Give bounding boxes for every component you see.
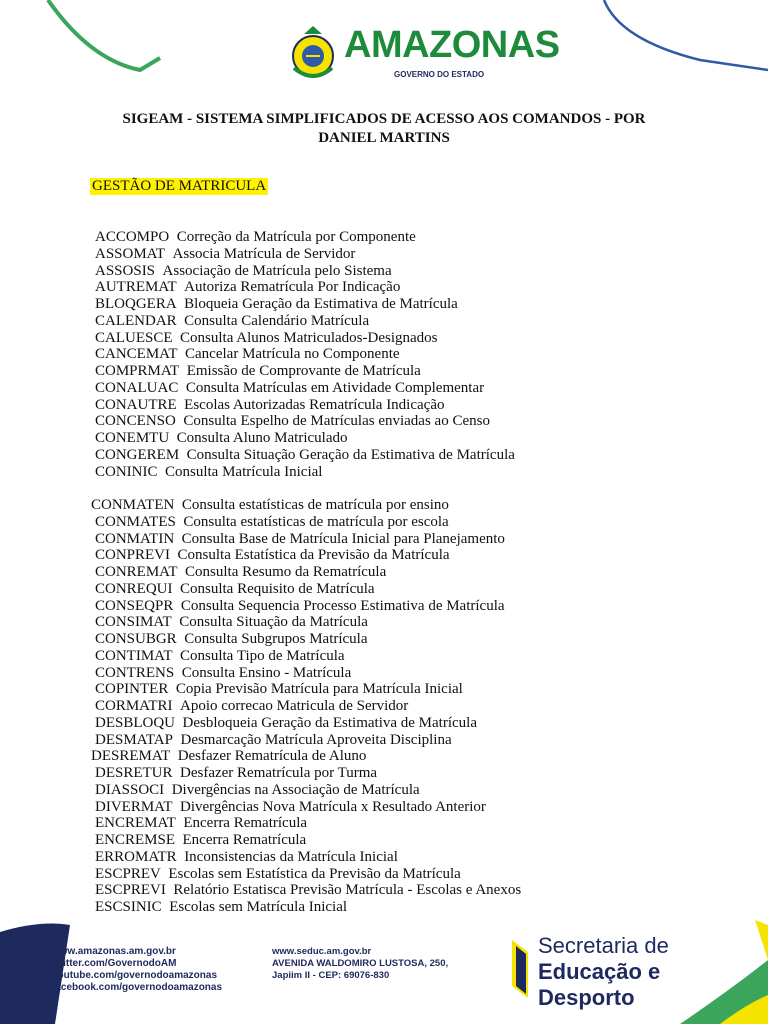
command-description: Inconsistencias da Matrícula Inicial — [176, 848, 398, 865]
command-code: ESCPREVI — [95, 882, 166, 899]
command-description: Consulta Matrícula Inicial — [157, 463, 323, 480]
command-row — [91, 748, 366, 765]
command-row — [95, 397, 444, 414]
command-code: ESCPREV — [95, 865, 161, 882]
command-row — [95, 598, 505, 615]
command-code: COPINTER — [95, 681, 169, 698]
command-description: Relatório Estatisca Previsão Matrícula - Escolas e Anexos — [165, 882, 522, 899]
command-description: Correção da Matrícula por Componente — [169, 229, 416, 245]
command-row — [95, 866, 461, 883]
command-code: CANCEMAT — [95, 346, 178, 363]
command-code: DIASSOCI — [95, 781, 165, 798]
command-row — [95, 229, 416, 246]
command-code: CALUESCE — [95, 329, 173, 346]
footer-link-facebook[interactable]: facebook.com/governodoamazonas — [52, 982, 223, 993]
command-row — [95, 531, 505, 548]
command-row — [95, 430, 348, 447]
command-row — [95, 799, 486, 816]
command-description: Consulta Resumo da Rematrícula — [177, 564, 387, 580]
footer-address-line-1: AVENIDA WALDOMIRO LUSTOSA, 250, — [272, 958, 449, 969]
command-description: Divergências Nova Matrícula x Resultado Anterior — [172, 798, 486, 815]
command-description: Bloqueia Geração da Estimativa de Matrícula — [176, 296, 458, 312]
command-code: CONPREVI — [95, 547, 171, 564]
command-row — [95, 899, 347, 916]
command-code: CONSEQPR — [95, 597, 174, 614]
command-code: CONREQUI — [95, 580, 173, 597]
footer-link-website[interactable]: www.amazonas.am.gov.br — [52, 946, 176, 957]
command-description: Consulta Matrículas em Atividade Complementar — [178, 379, 485, 396]
footer-seduc-link[interactable]: www.seduc.am.gov.br — [272, 946, 372, 957]
command-row — [95, 681, 463, 698]
command-row — [95, 849, 398, 866]
command-description: Consulta Tipo de Matrícula — [172, 647, 345, 664]
command-row — [95, 413, 490, 430]
command-description: Consulta Alunos Matriculados-Designados — [172, 329, 438, 346]
secretaria-mark-icon — [508, 938, 536, 1008]
command-row — [95, 514, 449, 531]
command-code: ESCSINIC — [95, 899, 162, 915]
command-description: Desmarcação Matrícula Aproveita Disciplina — [172, 731, 452, 748]
logo-subtitle: GOVERNO DO ESTADO — [394, 70, 485, 79]
command-row — [95, 715, 477, 732]
command-description: Copia Previsão Matrícula para Matrícula Inicial — [168, 681, 463, 698]
command-row — [95, 698, 408, 715]
command-row — [95, 279, 400, 296]
command-code: CONTIMAT — [95, 647, 173, 664]
command-row — [95, 782, 420, 799]
command-code: CONALUAC — [95, 379, 179, 396]
command-description: Associa Matrícula de Servidor — [165, 245, 356, 262]
command-description: Consulta Sequencia Processo Estimativa de Matrícula — [173, 597, 505, 614]
amazonas-logo — [286, 24, 560, 84]
command-code: CONMATES — [95, 513, 176, 530]
command-description: Encerra Rematrícula — [175, 815, 308, 832]
command-description: Escolas Autorizadas Rematrícula Indicação — [176, 396, 445, 413]
command-code: DESBLOQU — [95, 714, 176, 731]
command-row — [95, 832, 306, 849]
coat-of-arms-icon — [286, 24, 340, 84]
secretaria-line-3: Desporto — [538, 985, 635, 1010]
command-row — [95, 614, 368, 631]
title-line-1: SIGEAM - SISTEMA SIMPLIFICADOS DE ACESSO AOS COMANDOS - POR — [122, 111, 646, 127]
section-title: GESTÃO DE MATRICULA — [92, 178, 267, 194]
command-code: ERROMATR — [95, 848, 177, 865]
command-code: CONSUBGR — [95, 631, 177, 647]
command-description: Autoriza Rematrícula Por Indicação — [176, 279, 401, 296]
command-row — [95, 564, 386, 581]
command-code: CORMATRI — [95, 698, 173, 714]
command-row — [95, 732, 452, 749]
command-code: CONTRENS — [95, 664, 175, 681]
document-title — [100, 110, 668, 148]
command-description: Divergências na Associação de Matrícula — [164, 781, 420, 798]
title-line-2: DANIEL MARTINS — [318, 130, 450, 146]
command-code: DESRETUR — [95, 765, 173, 781]
command-row — [95, 330, 438, 347]
command-code: CONSIMAT — [95, 614, 172, 631]
command-row — [91, 497, 449, 514]
command-code: CALENDAR — [95, 312, 177, 329]
command-code: BLOQGERA — [95, 296, 177, 312]
command-row — [95, 380, 484, 397]
command-description: Consulta estatísticas de matrícula por ensino — [174, 497, 449, 513]
footer-link-twitter[interactable]: twitter.com/GovernodoAM — [52, 958, 177, 969]
command-row — [95, 815, 307, 832]
command-code: ENCREMSE — [95, 832, 176, 848]
command-description: Consulta Aluno Matriculado — [169, 430, 348, 446]
command-code: ASSOSIS — [95, 262, 156, 279]
command-code: CONINIC — [95, 463, 158, 480]
command-code: CONMATIN — [95, 530, 175, 547]
command-row — [95, 263, 392, 280]
command-description: Cancelar Matrícula no Componente — [177, 346, 400, 363]
command-row — [95, 447, 515, 464]
command-row — [95, 581, 375, 598]
command-code: CONMATEN — [91, 497, 175, 513]
command-code: ACCOMPO — [95, 229, 170, 245]
command-description: Encerra Rematrícula — [175, 832, 307, 848]
command-description: Consulta Estatística da Previsão da Matrícula — [170, 547, 450, 564]
command-code: CONREMAT — [95, 564, 178, 580]
command-description: Consulta Situação da Matrícula — [171, 614, 368, 631]
command-description: Consulta Ensino - Matrícula — [174, 664, 352, 681]
command-row — [95, 246, 355, 263]
command-row — [95, 631, 368, 648]
command-code: COMPRMAT — [95, 363, 180, 379]
command-row — [95, 346, 400, 363]
command-code: CONCENSO — [95, 413, 176, 430]
command-row — [95, 464, 322, 481]
command-description: Consulta Subgrupos Matrícula — [176, 631, 368, 647]
command-description: Consulta Espelho de Matrículas enviadas ao Censo — [175, 413, 490, 430]
command-row — [95, 882, 521, 899]
command-row — [95, 665, 351, 682]
secretaria-logo — [508, 934, 698, 1014]
command-code: CONEMTU — [95, 430, 170, 446]
secretaria-line-1: Secretaria de — [538, 933, 669, 958]
command-code: AUTREMAT — [95, 279, 177, 296]
command-code: CONGEREM — [95, 446, 180, 463]
command-code: DESREMAT — [91, 748, 171, 765]
command-description: Associação de Matrícula pelo Sistema — [155, 262, 392, 279]
command-description: Escolas sem Estatística da Previsão da Matrícula — [160, 865, 461, 882]
command-description: Consulta estatísticas de matrícula por escola — [175, 513, 449, 530]
command-description: Desfazer Rematrícula por Turma — [172, 765, 378, 781]
footer-address-line-2: Japiim II - CEP: 69076-830 — [272, 970, 390, 981]
command-code: ENCREMAT — [95, 815, 176, 832]
command-row — [95, 363, 421, 380]
command-code: CONAUTRE — [95, 396, 177, 413]
command-description: Consulta Situação Geração da Estimativa de Matrícula — [179, 446, 515, 463]
command-code: DESMATAP — [95, 731, 173, 748]
command-description: Desfazer Rematrícula de Aluno — [170, 748, 367, 765]
command-description: Escolas sem Matrícula Inicial — [161, 899, 348, 915]
footer-links — [52, 946, 222, 994]
footer-address — [272, 946, 448, 982]
command-description: Desbloqueia Geração da Estimativa de Matrícula — [175, 714, 477, 731]
command-code: DIVERMAT — [95, 798, 173, 815]
command-row — [95, 547, 450, 564]
footer-link-youtube[interactable]: youtube.com/governodoamazonas — [52, 970, 218, 981]
command-description: Consulta Base de Matrícula Inicial para Planejamento — [174, 530, 505, 547]
command-code: ASSOMAT — [95, 245, 166, 262]
command-row — [95, 313, 369, 330]
logo-name: AMAZONAS — [344, 24, 560, 66]
command-description: Consulta Requisito de Matrícula — [172, 580, 375, 597]
command-description: Emissão de Comprovante de Matrícula — [179, 363, 421, 379]
command-row — [95, 765, 377, 782]
secretaria-line-2: Educação e — [538, 959, 661, 984]
command-description: Apoio correcao Matricula de Servidor — [172, 698, 409, 714]
command-row — [95, 296, 458, 313]
command-description: Consulta Calendário Matrícula — [176, 312, 370, 329]
command-row — [95, 648, 345, 665]
